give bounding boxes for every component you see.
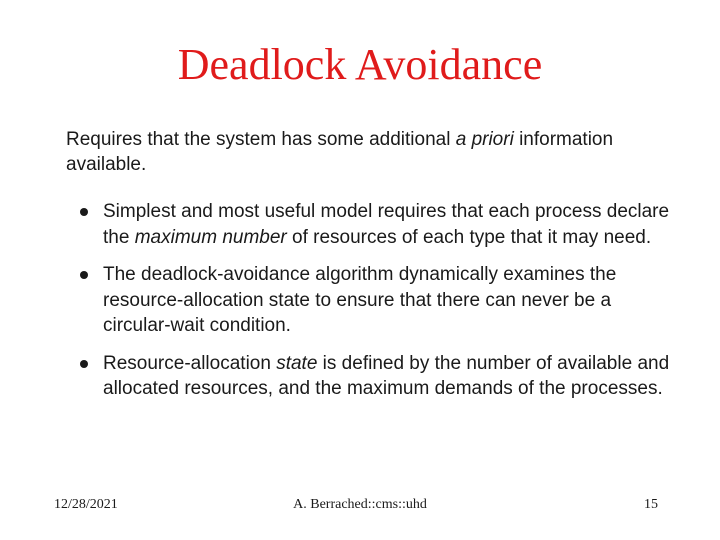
slide-title: Deadlock Avoidance bbox=[177, 40, 543, 89]
intro-paragraph bbox=[66, 127, 666, 177]
bullet-item-max-claim bbox=[80, 199, 670, 250]
bullet-dot-icon bbox=[80, 360, 88, 368]
bullet-item-state bbox=[80, 351, 670, 402]
bullet-text-start: Resource-allocation bbox=[103, 352, 277, 374]
bullet-emphasis: state bbox=[276, 352, 318, 374]
footer-page-number: 15 bbox=[644, 497, 658, 512]
intro-text-start: Requires that the system has some additional bbox=[66, 129, 456, 150]
intro-emphasis: a priori bbox=[455, 129, 514, 150]
bullet-text-end: of resources of each type that it may need. bbox=[286, 226, 652, 248]
bullet-item-algorithm bbox=[80, 262, 670, 339]
bullet-dot-icon bbox=[80, 271, 88, 279]
bullet-emphasis: maximum number bbox=[134, 226, 287, 248]
bullet-list bbox=[80, 199, 670, 414]
bullet-text-start: Simplest and most useful model requires that each process declare the bbox=[103, 201, 670, 248]
bullet-dot-icon bbox=[80, 208, 88, 216]
bullet-text-start: The deadlock-avoidance algorithm dynamically examines the resource-allocation state to ensure that there can never be a circular-wait condition. bbox=[103, 264, 617, 336]
footer-date: 12/28/2021 bbox=[54, 497, 118, 512]
bullet-text-end: is defined by the number of available and allocated resources, and the maximum demands of the processes. bbox=[103, 352, 670, 399]
intro-text-end: information available. bbox=[66, 129, 614, 175]
footer-author: A. Berrached::cms::uhd bbox=[293, 497, 427, 512]
